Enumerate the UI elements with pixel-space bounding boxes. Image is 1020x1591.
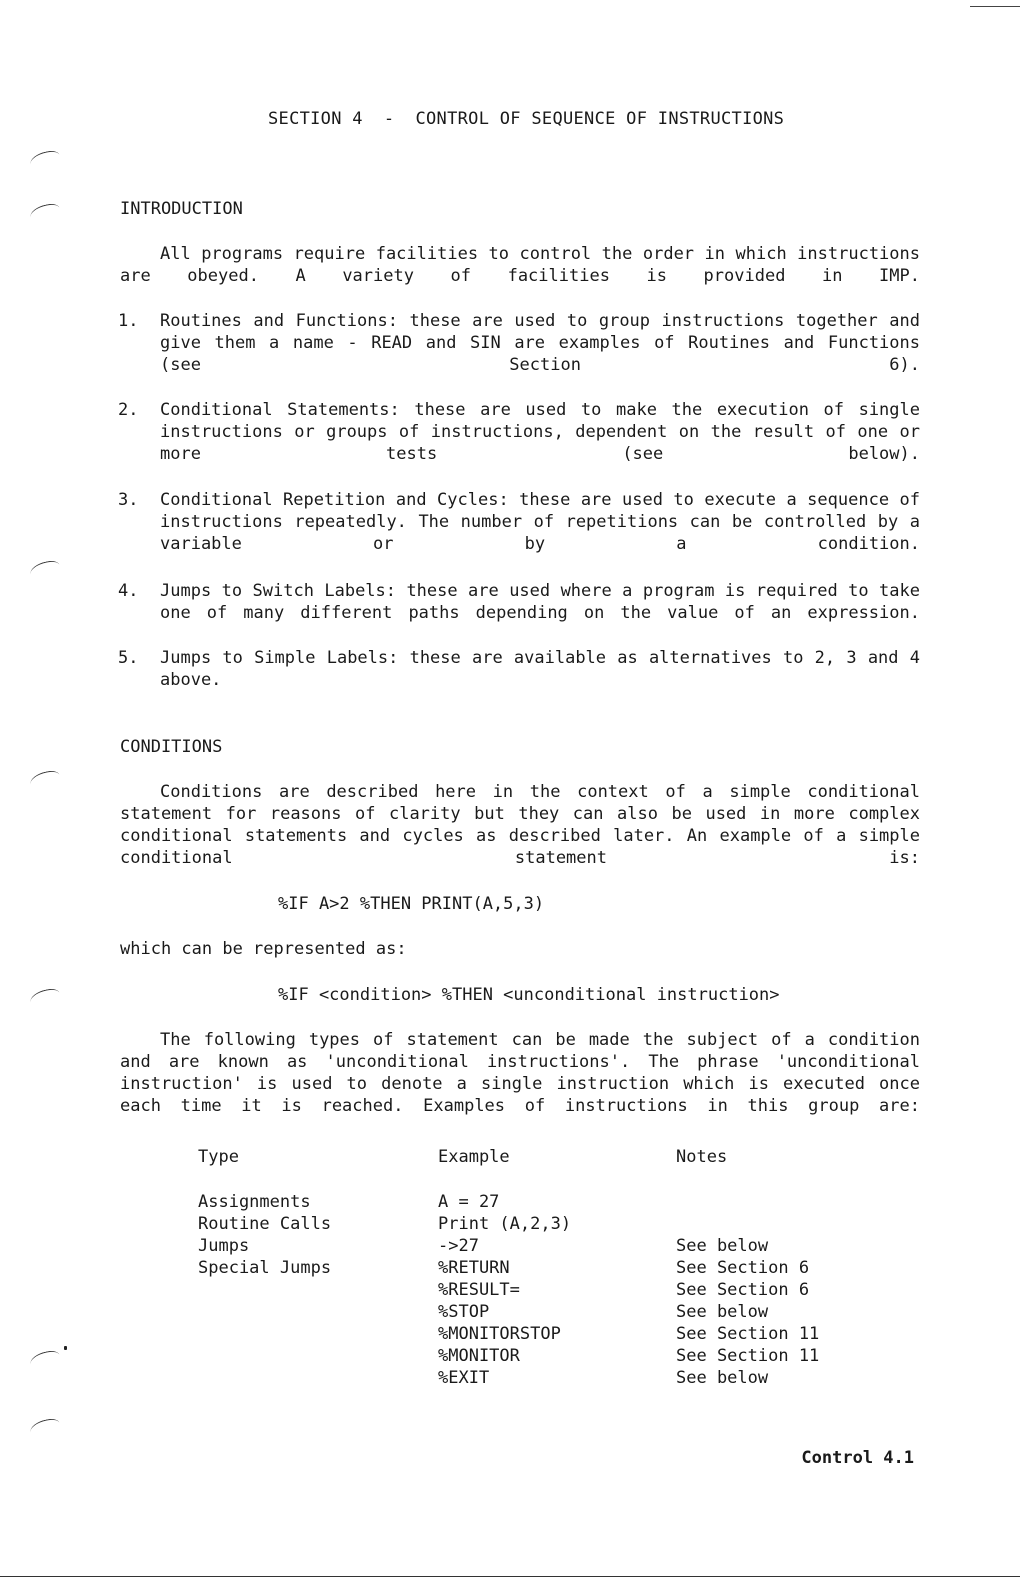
table-row (198, 1367, 858, 1389)
margin-mark (29, 1349, 61, 1370)
table-header (198, 1146, 858, 1168)
table-cell: See below (676, 1368, 769, 1388)
scan-edge-line-bottom (0, 1576, 1020, 1577)
list-item-number: 5. (118, 648, 139, 668)
table-cell: See Section 6 (676, 1280, 810, 1300)
instruction-table (198, 1146, 858, 1389)
table-cell (198, 1301, 438, 1323)
table-cell: %MONITOR (438, 1346, 520, 1366)
conditions-paragraph-2: The following types of statement can be made the subject of a condition and are known as 'unconditional instructions'. The phrase 'unconditional instruction' is used to denote a single instruction which is executed once each time it is reached. Examples of instructions in this group are: (120, 1030, 920, 1116)
table-cell: %STOP (438, 1302, 490, 1322)
table-cell: Assignments (198, 1192, 311, 1212)
table-cell (198, 1345, 438, 1367)
column-header: Notes (676, 1147, 728, 1167)
page-title: SECTION 4 - CONTROL OF SEQUENCE OF INSTRUCTIONS (268, 109, 785, 129)
table-row (198, 1301, 858, 1323)
table-cell: Special Jumps (198, 1258, 332, 1278)
page-footer: Control 4.1 (801, 1448, 914, 1468)
table-cell (198, 1323, 438, 1345)
list-item-text: Conditional Repetition and Cycles: these are used to execute a sequence of instructions repeatedly. The number of repetitions can be controlled by a variable or by a condition. (160, 490, 920, 554)
table-cell: See Section 11 (676, 1346, 820, 1366)
list-item (118, 489, 920, 555)
table-cell: See Section 11 (676, 1324, 820, 1344)
table-cell: See below (676, 1302, 769, 1322)
table-cell (198, 1279, 438, 1301)
table-cell: A = 27 (438, 1192, 500, 1212)
margin-dot (64, 1346, 67, 1350)
list-item-text: Jumps to Switch Labels: these are used where a program is required to take one of many different paths depending on the value of an expression. (160, 581, 920, 623)
column-header: Example (438, 1147, 510, 1167)
table-row (198, 1257, 858, 1279)
list-item-number: 3. (118, 490, 139, 510)
margin-mark (29, 769, 61, 790)
list-item-number: 1. (118, 311, 139, 331)
general-form: %IF <condition> %THEN <unconditional instruction> (278, 985, 780, 1005)
table-cell: Jumps (198, 1236, 250, 1256)
table-cell (676, 1191, 858, 1213)
table-row (198, 1323, 858, 1345)
table-row (198, 1345, 858, 1367)
table-row (198, 1279, 858, 1301)
table-cell: ->27 (438, 1236, 479, 1256)
list-item-text: Jumps to Simple Labels: these are available as alternatives to 2, 3 and 4 above. (160, 648, 920, 690)
list-item-number: 4. (118, 581, 139, 601)
table-cell: %RETURN (438, 1258, 510, 1278)
table-row (198, 1235, 858, 1257)
margin-mark (29, 149, 61, 170)
conditions-heading: CONDITIONS (120, 737, 223, 757)
table-row (198, 1191, 858, 1213)
margin-mark (29, 987, 61, 1008)
table-cell (198, 1367, 438, 1389)
table-cell: %EXIT (438, 1368, 490, 1388)
table-cell: See below (676, 1236, 769, 1256)
table-cell: See Section 6 (676, 1258, 810, 1278)
introduction-heading: INTRODUCTION (120, 199, 243, 219)
margin-mark (29, 202, 61, 223)
table-cell (676, 1213, 858, 1235)
table-cell: Print (A,2,3) (438, 1214, 572, 1234)
list-item (118, 647, 920, 691)
table-cell: %RESULT= (438, 1280, 520, 1300)
list-item-text: Conditional Statements: these are used to make the execution of single instructions or groups of instructions, dependent on the result of one or more tests (see below). (160, 400, 920, 464)
margin-mark (29, 1417, 61, 1438)
scan-edge-line-top (970, 6, 1020, 7)
list-item (118, 399, 920, 465)
margin-mark (29, 559, 61, 580)
column-header: Type (198, 1147, 239, 1167)
table-cell: %MONITORSTOP (438, 1324, 561, 1344)
table-row (198, 1213, 858, 1235)
represented-label: which can be represented as: (120, 939, 407, 959)
list-item (118, 310, 920, 376)
introduction-paragraph: All programs require facilities to control the order in which instructions are obeyed. A variety of facilities is provided in IMP. (120, 244, 920, 286)
list-item-text: Routines and Functions: these are used to group instructions together and give them a name - READ and SIN are examples of Routines and Functions (see Section 6). (160, 311, 920, 375)
conditions-paragraph: Conditions are described here in the context of a simple conditional statement for reasons of clarity but they can also be used in more complex conditional statements and cycles as described later. An example of a simple conditional statement is: (120, 782, 920, 868)
example-code: %IF A>2 %THEN PRINT(A,5,3) (278, 894, 545, 914)
list-item-number: 2. (118, 400, 139, 420)
table-cell: Routine Calls (198, 1214, 332, 1234)
list-item (118, 580, 920, 624)
